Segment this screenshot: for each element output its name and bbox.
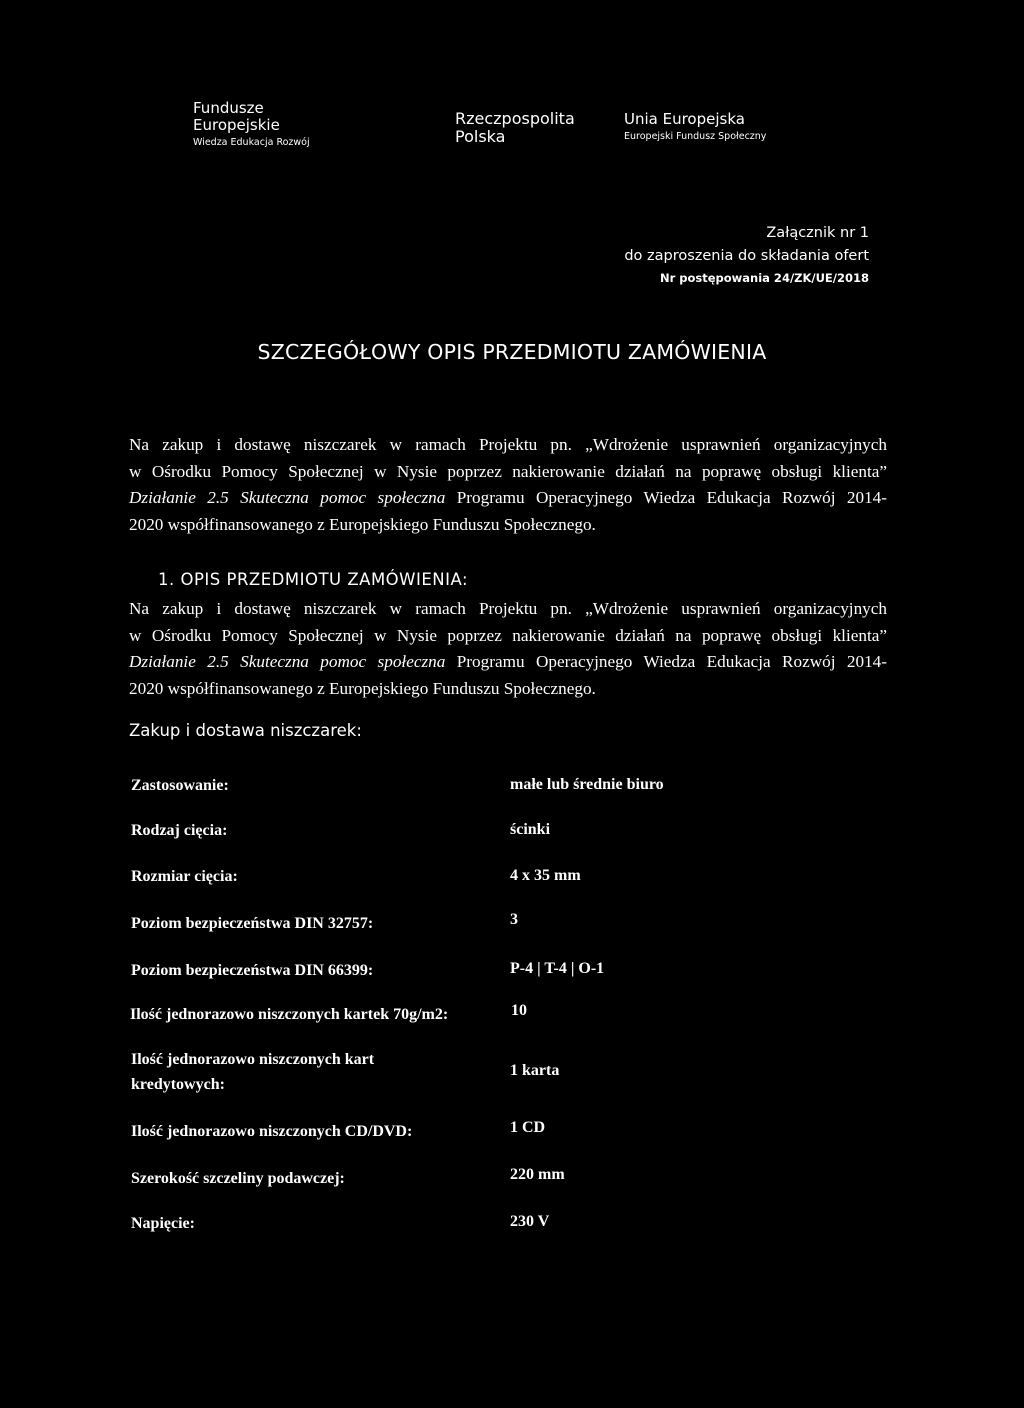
intro-line-4: 2020 współfinansowanego z Europejskiego Funduszu Społecznego. — [129, 514, 596, 534]
spec-label-credit-cards: Ilość jednorazowo niszczonych kart kredytowych: — [131, 1051, 375, 1093]
spec-value-sheets: 10 — [511, 1002, 527, 1019]
spec-value-cut-type: ścinki — [510, 821, 551, 838]
spec-value-cd-dvd: 1 CD — [510, 1119, 546, 1136]
logo-rp-line1: Rzeczpospolita — [455, 109, 575, 128]
section-1-paragraph — [129, 596, 887, 702]
logo-ue-line1: Unia Europejska — [624, 110, 745, 128]
document-title: SZCZEGÓŁOWY OPIS PRZEDMIOTU ZAMÓWIENIA — [257, 340, 767, 364]
spec-value-cut-size: 4 x 35 mm — [510, 867, 581, 884]
spec-label-voltage: Napięcie: — [131, 1215, 195, 1232]
shredder-subheading: Zakup i dostawa niszczarek: — [129, 721, 362, 740]
section-1-program-name: Programu Operacyjnego Wiedza Edukacja Rozwój 2014- — [456, 652, 888, 671]
intro-line-3 — [129, 485, 887, 512]
attachment-info — [624, 222, 869, 288]
logo-rp-line2: Polska — [455, 127, 506, 146]
spec-value-slot-width: 220 mm — [510, 1166, 565, 1183]
intro-action-name: Działanie 2.5 Skuteczna pomoc społeczna — [129, 488, 446, 507]
logo-fundusze-europejskie — [193, 100, 310, 150]
intro-paragraph — [129, 432, 887, 538]
logo-ue-tagline: Europejski Fundusz Społeczny — [624, 131, 767, 142]
spec-label-cut-size: Rozmiar cięcia: — [131, 868, 238, 885]
intro-line-2: w Ośrodku Pomocy Społecznej w Nysie poprzez nakierowanie działań na poprawę obsługi klienta” — [129, 461, 887, 481]
attachment-description: do zaproszenia do składania ofert — [624, 248, 869, 264]
section-1-line-4: 2020 współfinansowanego z Europejskiego Funduszu Społecznego. — [129, 678, 596, 698]
spec-value-usage: małe lub średnie biuro — [510, 776, 664, 793]
section-1-action-name: Działanie 2.5 Skuteczna pomoc społeczna — [129, 652, 446, 671]
intro-program-name: Programu Operacyjnego Wiedza Edukacja Rozwój 2014- — [456, 488, 888, 507]
spec-value-voltage: 230 V — [510, 1213, 550, 1230]
spec-value-din-66399: P-4 | T-4 | O-1 — [510, 960, 605, 977]
logo-fe-line2: Europejskie — [193, 116, 280, 134]
intro-line-1: Na zakup i dostawę niszczarek w ramach Projektu pn. „Wdrożenie usprawnień organizacyjnych — [129, 435, 887, 454]
section-1-line-1: Na zakup i dostawę niszczarek w ramach Projektu pn. „Wdrożenie usprawnień organizacyjnych — [129, 599, 887, 618]
spec-label-usage: Zastosowanie: — [131, 777, 229, 794]
spec-label-slot-width: Szerokość szczeliny podawczej: — [131, 1170, 345, 1187]
section-1-line-2: w Ośrodku Pomocy Społecznej w Nysie poprzez nakierowanie działań na poprawę obsługi klienta” — [129, 625, 887, 645]
spec-label-din-32757: Poziom bezpieczeństwa DIN 32757: — [131, 915, 374, 932]
section-1-line-3 — [129, 649, 887, 676]
attachment-number: Załącznik nr 1 — [766, 225, 869, 241]
spec-value-credit-cards: 1 karta — [510, 1062, 560, 1079]
section-1-heading: 1. OPIS PRZEDMIOTU ZAMÓWIENIA: — [158, 570, 469, 589]
logo-unia-europejska — [624, 110, 766, 144]
spec-label-sheets: Ilość jednorazowo niszczonych kartek 70g/m2: — [130, 1006, 449, 1023]
spec-value-din-32757: 3 — [510, 911, 518, 928]
procedure-number: Nr postępowania 24/ZK/UE/2018 — [659, 271, 869, 285]
logo-fe-tagline: Wiedza Edukacja Rozwój — [193, 137, 310, 148]
logo-rzeczpospolita-polska — [455, 110, 575, 146]
spec-label-cd-dvd: Ilość jednorazowo niszczonych CD/DVD: — [131, 1123, 413, 1140]
spec-label-cut-type: Rodzaj cięcia: — [131, 822, 228, 839]
logo-fe-line1: Fundusze — [193, 99, 264, 117]
spec-label-din-66399: Poziom bezpieczeństwa DIN 66399: — [131, 962, 374, 979]
